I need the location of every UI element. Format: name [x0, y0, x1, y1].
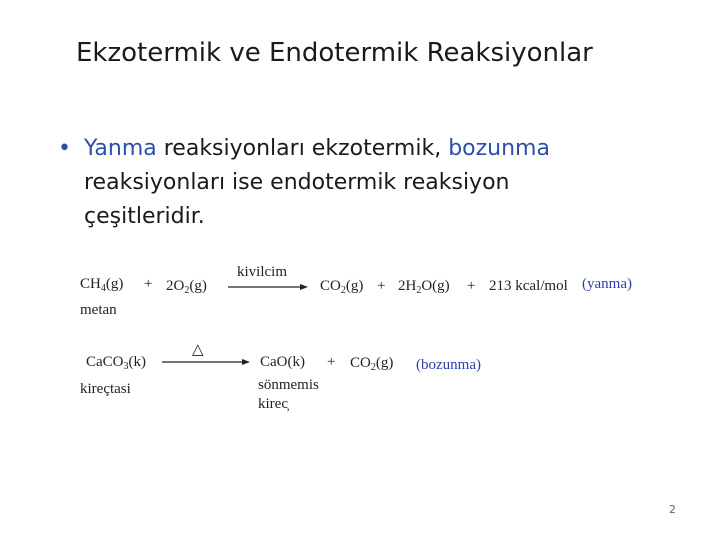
formula-subscript: 2 [340, 285, 346, 296]
formula-subscript: 4 [100, 283, 106, 294]
formula-subscript: 3 [123, 361, 129, 372]
highlight-yanma: Yanma [84, 136, 157, 161]
bullet-text-part2: reaksiyonları ise endotermik reaksiyon çeşitleridir. [84, 170, 510, 229]
formula-h2o [398, 278, 450, 296]
formula-caco3 [86, 354, 146, 372]
formula-part: (k) [128, 354, 146, 370]
formula-subscript: 2 [370, 362, 376, 373]
name-kirectasi: kireçtasi [80, 381, 131, 397]
formula-part: CO [350, 355, 371, 371]
formula-part: CaCO [86, 354, 124, 370]
formula-part: 2O [166, 278, 185, 294]
bullet-marker: • [58, 136, 71, 161]
reaction-arrow-icon [228, 284, 308, 290]
formula-part: (g) [345, 278, 364, 294]
formula-subscript: 2 [416, 285, 422, 296]
arrow-label-kivilcim: kivilcim [237, 264, 287, 280]
plus-sign: + [327, 354, 336, 370]
formula-part: 2H [398, 278, 417, 294]
formula-co2 [350, 355, 393, 373]
bullet-item [58, 132, 618, 234]
formula-part: CO [320, 278, 341, 294]
formula-part: (g) [375, 355, 394, 371]
formula-o2 [166, 278, 207, 296]
formula-ch4 [80, 276, 123, 294]
name-metan: metan [80, 302, 117, 318]
formula-part: CH [80, 276, 101, 292]
highlight-bozunma: bozunma [448, 136, 550, 161]
plus-sign: + [377, 278, 386, 294]
reaction-type-yanma: (yanma) [582, 276, 632, 292]
name-sonmemis: sönmemis [258, 377, 319, 393]
bullet-text [84, 132, 618, 234]
formula-subscript: 2 [184, 285, 190, 296]
plus-sign: + [467, 278, 476, 294]
slide-title: Ekzotermik ve Endotermik Reaksiyonlar [76, 38, 593, 68]
reaction-arrow-icon [162, 359, 250, 365]
energy-value: 213 kcal/mol [489, 278, 568, 294]
formula-co2 [320, 278, 363, 296]
bullet-text-part1: reaksiyonları ekzotermik, [156, 136, 449, 161]
name-kirec: kirec̦ [258, 396, 288, 412]
formula-cao: CaO(k) [260, 354, 305, 370]
formula-part: (g) [189, 278, 207, 294]
formula-part: (g) [105, 276, 124, 292]
reaction-type-bozunma: (bozunma) [416, 357, 481, 373]
heat-triangle-icon: △ [192, 340, 204, 358]
plus-sign: + [144, 276, 153, 292]
page-number: 2 [669, 503, 676, 516]
formula-part: O(g) [421, 278, 450, 294]
